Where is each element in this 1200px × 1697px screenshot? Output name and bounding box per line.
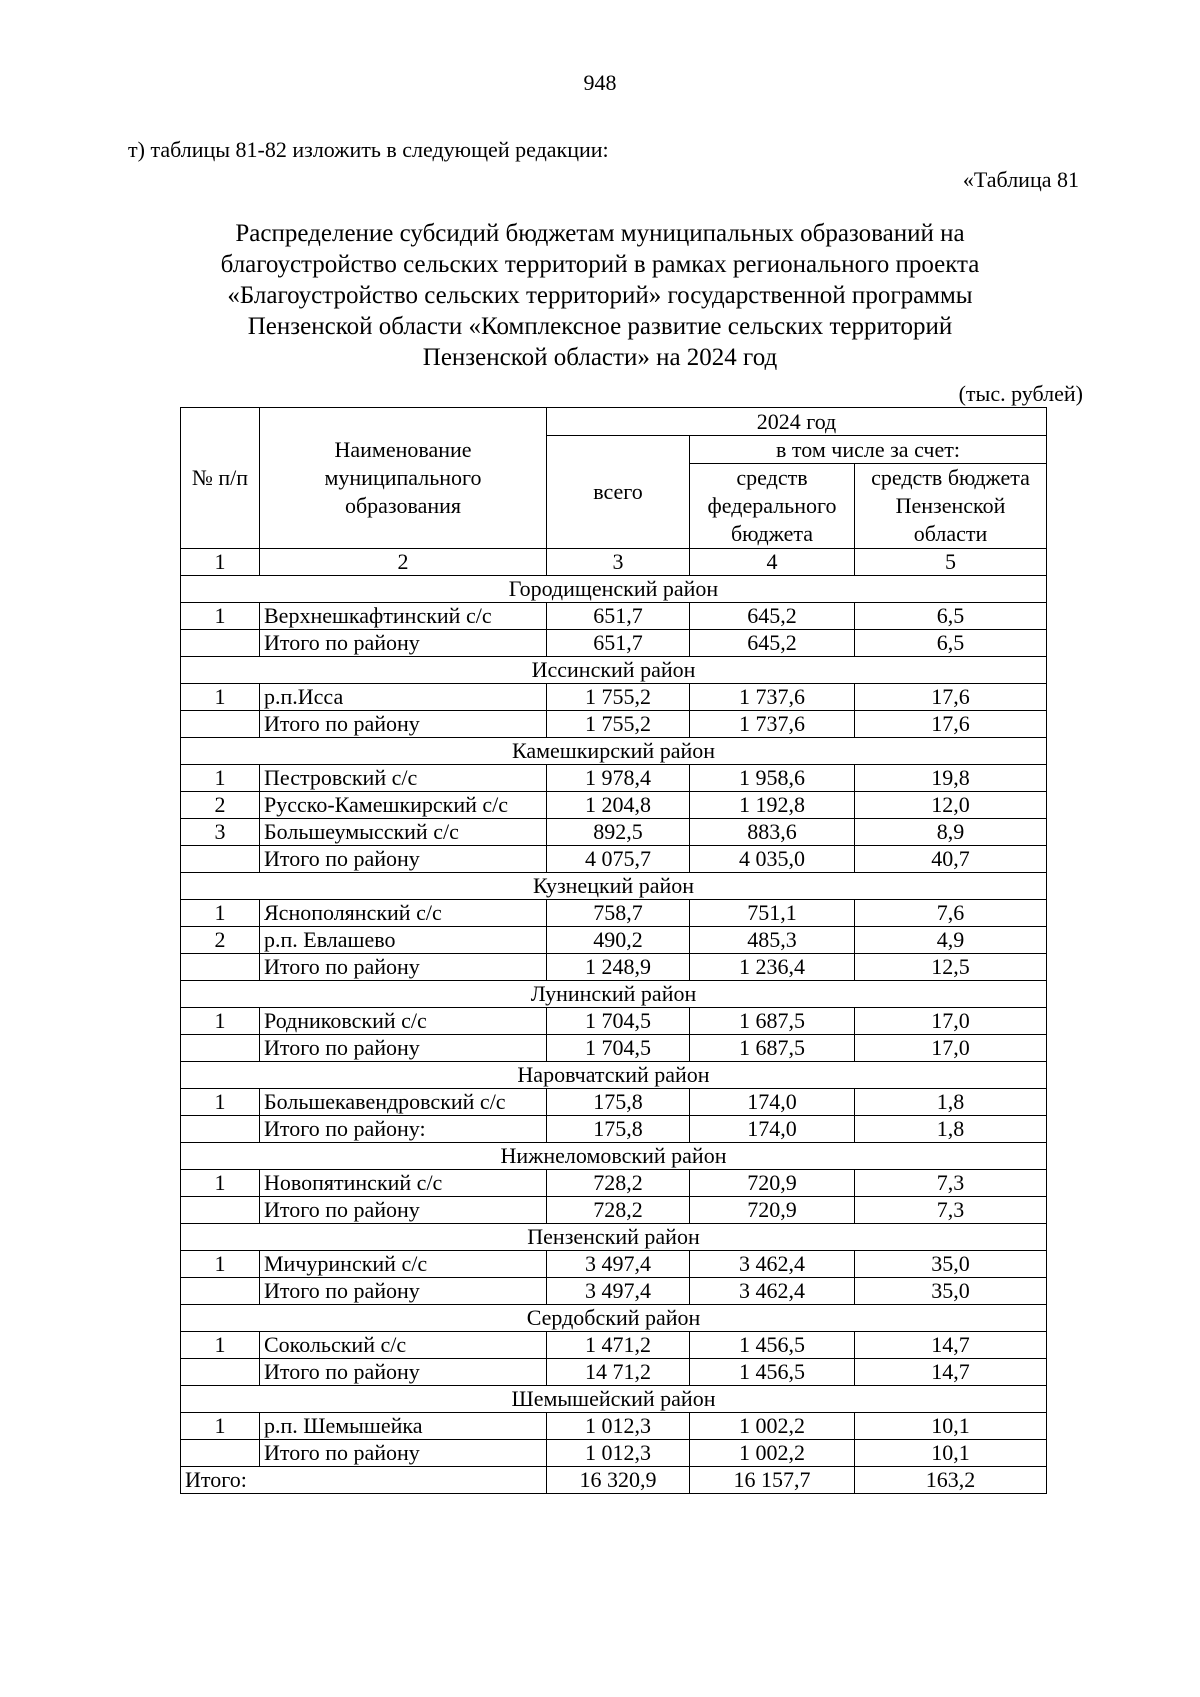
regional-amount: 12,0 [855,792,1047,819]
total-amount: 175,8 [547,1089,690,1116]
header-num: № п/п [181,408,260,549]
header-total: всего [547,436,690,549]
district-name: Сердобский район [181,1305,1047,1332]
regional-amount: 17,0 [855,1008,1047,1035]
municipality-name: Большекавендровский с/с [260,1089,547,1116]
district-total-row [181,846,1047,873]
table-label: «Таблица 81 [962,167,1079,192]
total-amount: 3 497,4 [547,1278,690,1305]
total-amount: 490,2 [547,927,690,954]
municipality-name: Большеумысский с/с [260,819,547,846]
title-line: Распределение субсидий бюджетам муниципальных образований на [235,220,965,247]
municipality-name: Яснополянский с/с [260,900,547,927]
row-number [181,846,260,873]
row-number [181,954,260,981]
total-amount: 14 71,2 [547,1359,690,1386]
municipality-name: р.п.Исса [260,684,547,711]
table-row [181,819,1047,846]
total-amount: 1 012,3 [547,1440,690,1467]
district-row [181,576,1047,603]
district-row [181,1386,1047,1413]
title-line: Пензенской области» на 2024 год [422,344,778,371]
regional-amount: 14,7 [855,1359,1047,1386]
federal-amount: 645,2 [690,630,855,657]
grand-total-regional: 163,2 [855,1467,1047,1494]
header-regional: средств бюджета Пензенской области [855,464,1047,549]
total-amount: 1 204,8 [547,792,690,819]
municipality-name: Мичуринский с/с [260,1251,547,1278]
title-line: Пензенской области «Комплексное развитие сельских территорий [247,313,953,340]
total-amount: 1 978,4 [547,765,690,792]
grand-total-row [181,1467,1047,1494]
district-total-row [181,1440,1047,1467]
total-amount: 892,5 [547,819,690,846]
district-name: Камешкирский район [181,738,1047,765]
title-line: «Благоустройство сельских территорий» государственной программы [227,282,973,309]
table-row [181,684,1047,711]
table-row [181,1251,1047,1278]
district-total-row [181,630,1047,657]
row-number [181,1035,260,1062]
units-label: (тыс. рублей) [958,381,1083,406]
regional-amount: 6,5 [855,603,1047,630]
district-total-row [181,1116,1047,1143]
header-including: в том числе за счет: [690,436,1047,464]
municipality-name: Верхнешкафтинский с/с [260,603,547,630]
district-row [181,981,1047,1008]
total-amount: 175,8 [547,1116,690,1143]
regional-amount: 12,5 [855,954,1047,981]
row-number: 1 [181,1008,260,1035]
table-row [181,927,1047,954]
district-row [181,1224,1047,1251]
municipality-name: Пестровский с/с [260,765,547,792]
federal-amount: 485,3 [690,927,855,954]
federal-amount: 1 737,6 [690,711,855,738]
district-row [181,873,1047,900]
district-name: Городищенский район [181,576,1047,603]
district-total-row [181,711,1047,738]
row-number: 1 [181,1332,260,1359]
row-number [181,1116,260,1143]
regional-amount: 17,6 [855,711,1047,738]
table-row [181,1008,1047,1035]
regional-amount: 6,5 [855,630,1047,657]
regional-amount: 4,9 [855,927,1047,954]
district-name: Пензенский район [181,1224,1047,1251]
regional-amount: 7,3 [855,1197,1047,1224]
district-row [181,1062,1047,1089]
row-number: 1 [181,1413,260,1440]
regional-amount: 7,3 [855,1170,1047,1197]
municipality-name: Итого по району [260,711,547,738]
municipality-name: Итого по району [260,1278,547,1305]
federal-amount: 1 192,8 [690,792,855,819]
municipality-name: Родниковский с/с [260,1008,547,1035]
column-number: 1 [181,549,260,576]
municipality-name: Итого по району [260,630,547,657]
total-amount: 3 497,4 [547,1251,690,1278]
municipality-name: Сокольский с/с [260,1332,547,1359]
district-name: Кузнецкий район [181,873,1047,900]
total-amount: 1 704,5 [547,1008,690,1035]
district-name: Лунинский район [181,981,1047,1008]
row-number [181,711,260,738]
federal-amount: 174,0 [690,1089,855,1116]
federal-amount: 4 035,0 [690,846,855,873]
row-number [181,1440,260,1467]
column-number: 5 [855,549,1047,576]
regional-amount: 8,9 [855,819,1047,846]
federal-amount: 174,0 [690,1116,855,1143]
row-number: 2 [181,792,260,819]
regional-amount: 17,0 [855,1035,1047,1062]
district-total-row [181,954,1047,981]
total-amount: 728,2 [547,1170,690,1197]
municipality-name: р.п. Евлашево [260,927,547,954]
total-amount: 1 471,2 [547,1332,690,1359]
table-row [181,1413,1047,1440]
regional-amount: 1,8 [855,1116,1047,1143]
row-number: 1 [181,1251,260,1278]
header-federal: средств федерального бюджета [690,464,855,549]
municipality-name: Итого по району [260,954,547,981]
district-name: Нижнеломовский район [181,1143,1047,1170]
row-number [181,1278,260,1305]
row-number: 1 [181,684,260,711]
regional-amount: 35,0 [855,1251,1047,1278]
column-number: 3 [547,549,690,576]
federal-amount: 645,2 [690,603,855,630]
row-number [181,1197,260,1224]
column-number: 4 [690,549,855,576]
federal-amount: 1 002,2 [690,1440,855,1467]
municipality-name: Итого по району [260,1440,547,1467]
row-number: 1 [181,765,260,792]
total-amount: 651,7 [547,630,690,657]
federal-amount: 1 002,2 [690,1413,855,1440]
district-total-row [181,1278,1047,1305]
grand-total-federal: 16 157,7 [690,1467,855,1494]
table-row [181,1089,1047,1116]
table-row [181,1332,1047,1359]
title-line: благоустройство сельских территорий в рамках регионального проекта [220,251,980,278]
federal-amount: 751,1 [690,900,855,927]
row-number: 1 [181,900,260,927]
municipality-name: Итого по району: [260,1116,547,1143]
federal-amount: 1 737,6 [690,684,855,711]
federal-amount: 720,9 [690,1197,855,1224]
district-row [181,1143,1047,1170]
table-row [181,792,1047,819]
federal-amount: 1 456,5 [690,1332,855,1359]
table-body [181,576,1047,1494]
total-amount: 1 755,2 [547,711,690,738]
federal-amount: 1 456,5 [690,1359,855,1386]
table-row [181,603,1047,630]
header-name: Наименование муниципального образования [260,408,547,549]
regional-amount: 19,8 [855,765,1047,792]
table-row [181,1170,1047,1197]
municipality-name: Русско-Камешкирский с/с [260,792,547,819]
header-year: 2024 год [547,408,1047,436]
row-number: 1 [181,603,260,630]
column-number: 2 [260,549,547,576]
municipality-name: Итого по району [260,1359,547,1386]
municipality-name: Итого по району [260,846,547,873]
total-amount: 1 704,5 [547,1035,690,1062]
row-number: 3 [181,819,260,846]
district-row [181,1305,1047,1332]
municipality-name: Новопятинский с/с [260,1170,547,1197]
row-number [181,630,260,657]
intro-text: т) таблицы 81-82 изложить в следующей редакции: [128,137,609,162]
table-row [181,900,1047,927]
district-name: Шемышейский район [181,1386,1047,1413]
table-row [181,765,1047,792]
total-amount: 758,7 [547,900,690,927]
district-total-row [181,1035,1047,1062]
municipality-name: Итого по району [260,1035,547,1062]
table-title [150,218,1050,373]
page-number: 948 [583,70,617,95]
federal-amount: 1 687,5 [690,1035,855,1062]
subsidy-table [180,407,1047,1494]
regional-amount: 10,1 [855,1413,1047,1440]
total-amount: 1 248,9 [547,954,690,981]
total-amount: 1 755,2 [547,684,690,711]
district-name: Иссинский район [181,657,1047,684]
total-amount: 1 012,3 [547,1413,690,1440]
federal-amount: 1 958,6 [690,765,855,792]
total-amount: 4 075,7 [547,846,690,873]
regional-amount: 1,8 [855,1089,1047,1116]
total-amount: 651,7 [547,603,690,630]
grand-total-amount: 16 320,9 [547,1467,690,1494]
regional-amount: 10,1 [855,1440,1047,1467]
regional-amount: 40,7 [855,846,1047,873]
federal-amount: 1 687,5 [690,1008,855,1035]
federal-amount: 883,6 [690,819,855,846]
federal-amount: 1 236,4 [690,954,855,981]
district-total-row [181,1197,1047,1224]
federal-amount: 720,9 [690,1170,855,1197]
federal-amount: 3 462,4 [690,1278,855,1305]
federal-amount: 3 462,4 [690,1251,855,1278]
district-row [181,738,1047,765]
municipality-name: р.п. Шемышейка [260,1413,547,1440]
district-row [181,657,1047,684]
row-number: 2 [181,927,260,954]
municipality-name: Итого по району [260,1197,547,1224]
district-total-row [181,1359,1047,1386]
regional-amount: 17,6 [855,684,1047,711]
regional-amount: 7,6 [855,900,1047,927]
grand-total-label: Итого: [181,1467,547,1494]
regional-amount: 14,7 [855,1332,1047,1359]
row-number: 1 [181,1089,260,1116]
row-number [181,1359,260,1386]
total-amount: 728,2 [547,1197,690,1224]
row-number: 1 [181,1170,260,1197]
regional-amount: 35,0 [855,1278,1047,1305]
district-name: Наровчатский район [181,1062,1047,1089]
